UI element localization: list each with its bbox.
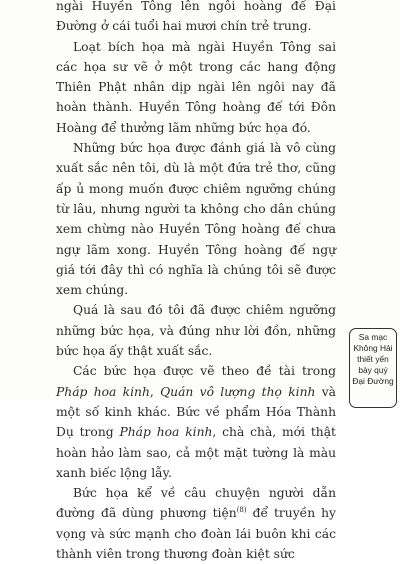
paragraph bbox=[56, 361, 336, 483]
italic-title: Pháp hoa kinh bbox=[56, 384, 150, 399]
footnote-marker: (8) bbox=[236, 506, 247, 515]
text-run: Loạt bích họa mà ngài Huyền Tông sai các họa sư vẽ ở một trong các hang động Thiên Phật nhân dịp ngài lên ngôi nay đã hoàn thành. Huyền Tông hoàng đế tới Đôn Hoàng để thưởng lãm những bức họa đó. bbox=[56, 39, 336, 135]
text-run: và một số kinh khác. Bức về phẩm Hóa Thành Dụ trong bbox=[56, 384, 336, 440]
text-run: , bbox=[149, 384, 161, 399]
paragraph bbox=[56, 483, 336, 564]
paragraph bbox=[56, 300, 336, 361]
text-run: để truyền hy vọng và sức mạnh cho đoàn lái buôn khi các thành viên trong thương đoàn kiệt sức bbox=[56, 506, 337, 562]
text-run: Bức họa kể về câu chuyện người dẫn đường đã dùng phương tiện bbox=[56, 486, 336, 521]
italic-title: Quán vô lượng thọ kinh bbox=[160, 384, 316, 399]
text-run: ngài Huyền Tông lên ngôi hoàng đế Đại Đường ở cái tuổi hai mươi chín trẻ trung. bbox=[56, 0, 336, 34]
paragraph bbox=[56, 138, 336, 300]
sidenote-line: bày quý bbox=[358, 365, 388, 375]
margin-sidenote bbox=[349, 328, 397, 408]
paragraph bbox=[56, 0, 336, 37]
paragraph bbox=[56, 37, 336, 138]
italic-title: Pháp hoa kinh bbox=[119, 425, 213, 440]
sidenote-line: Đại Đường bbox=[352, 376, 394, 386]
sidenote-line: thiết yến bbox=[357, 354, 389, 364]
text-run: , chà chà, mới thật hoàn hảo làm sao, cả một mặt tường là màu xanh biếc lộng lẫy. bbox=[56, 425, 336, 480]
sidenote-line: Sa mạc bbox=[358, 332, 388, 342]
text-run: Các bức họa được vẽ theo đề tài trong bbox=[73, 364, 336, 379]
text-run: Những bức họa được đánh giá là vô cùng xuất sắc nên tôi, dù là một đứa trẻ thơ, cũng ấp ủ mong muốn được chiêm ngưỡng chúng từ lâu, nhưng người ta không cho dân chúng xem chừng nào Huyền Tông hoàng đế chưa ngự lãm xong. Huyền Tông hoàng đế ngự giá tới đây thì có nghĩa là chúng tôi sẽ được xem chúng. bbox=[56, 141, 336, 298]
body-text bbox=[56, 0, 336, 564]
text-run: Quá là sau đó tôi đã được chiêm ngưỡng những bức họa, và đúng như lời đồn, những bức họa ấy thật xuất sắc. bbox=[56, 303, 336, 359]
sidenote-line: Không Hải bbox=[353, 343, 393, 353]
